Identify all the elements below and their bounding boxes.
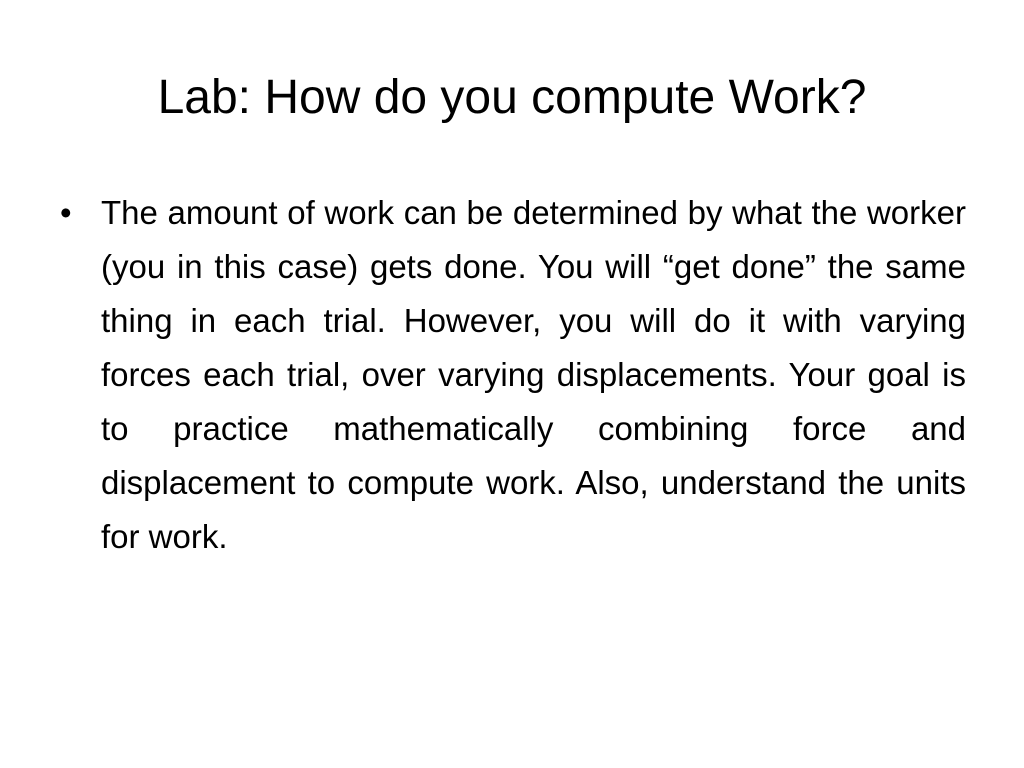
slide-title: Lab: How do you compute Work?: [157, 71, 867, 124]
bullet-list: [56, 186, 966, 564]
bullet-icon: •: [60, 194, 72, 231]
bullet-text: The amount of work can be determined by what the worker (you in this case) gets done. You will “get done” the same thing in each trial. However, you will do it with varying forces each trial, over varying displacements. Your goal is to practice mathematically combining force and displacement to compute work. Also, understand the units for work.: [101, 194, 966, 555]
bullet-item: [56, 186, 966, 564]
